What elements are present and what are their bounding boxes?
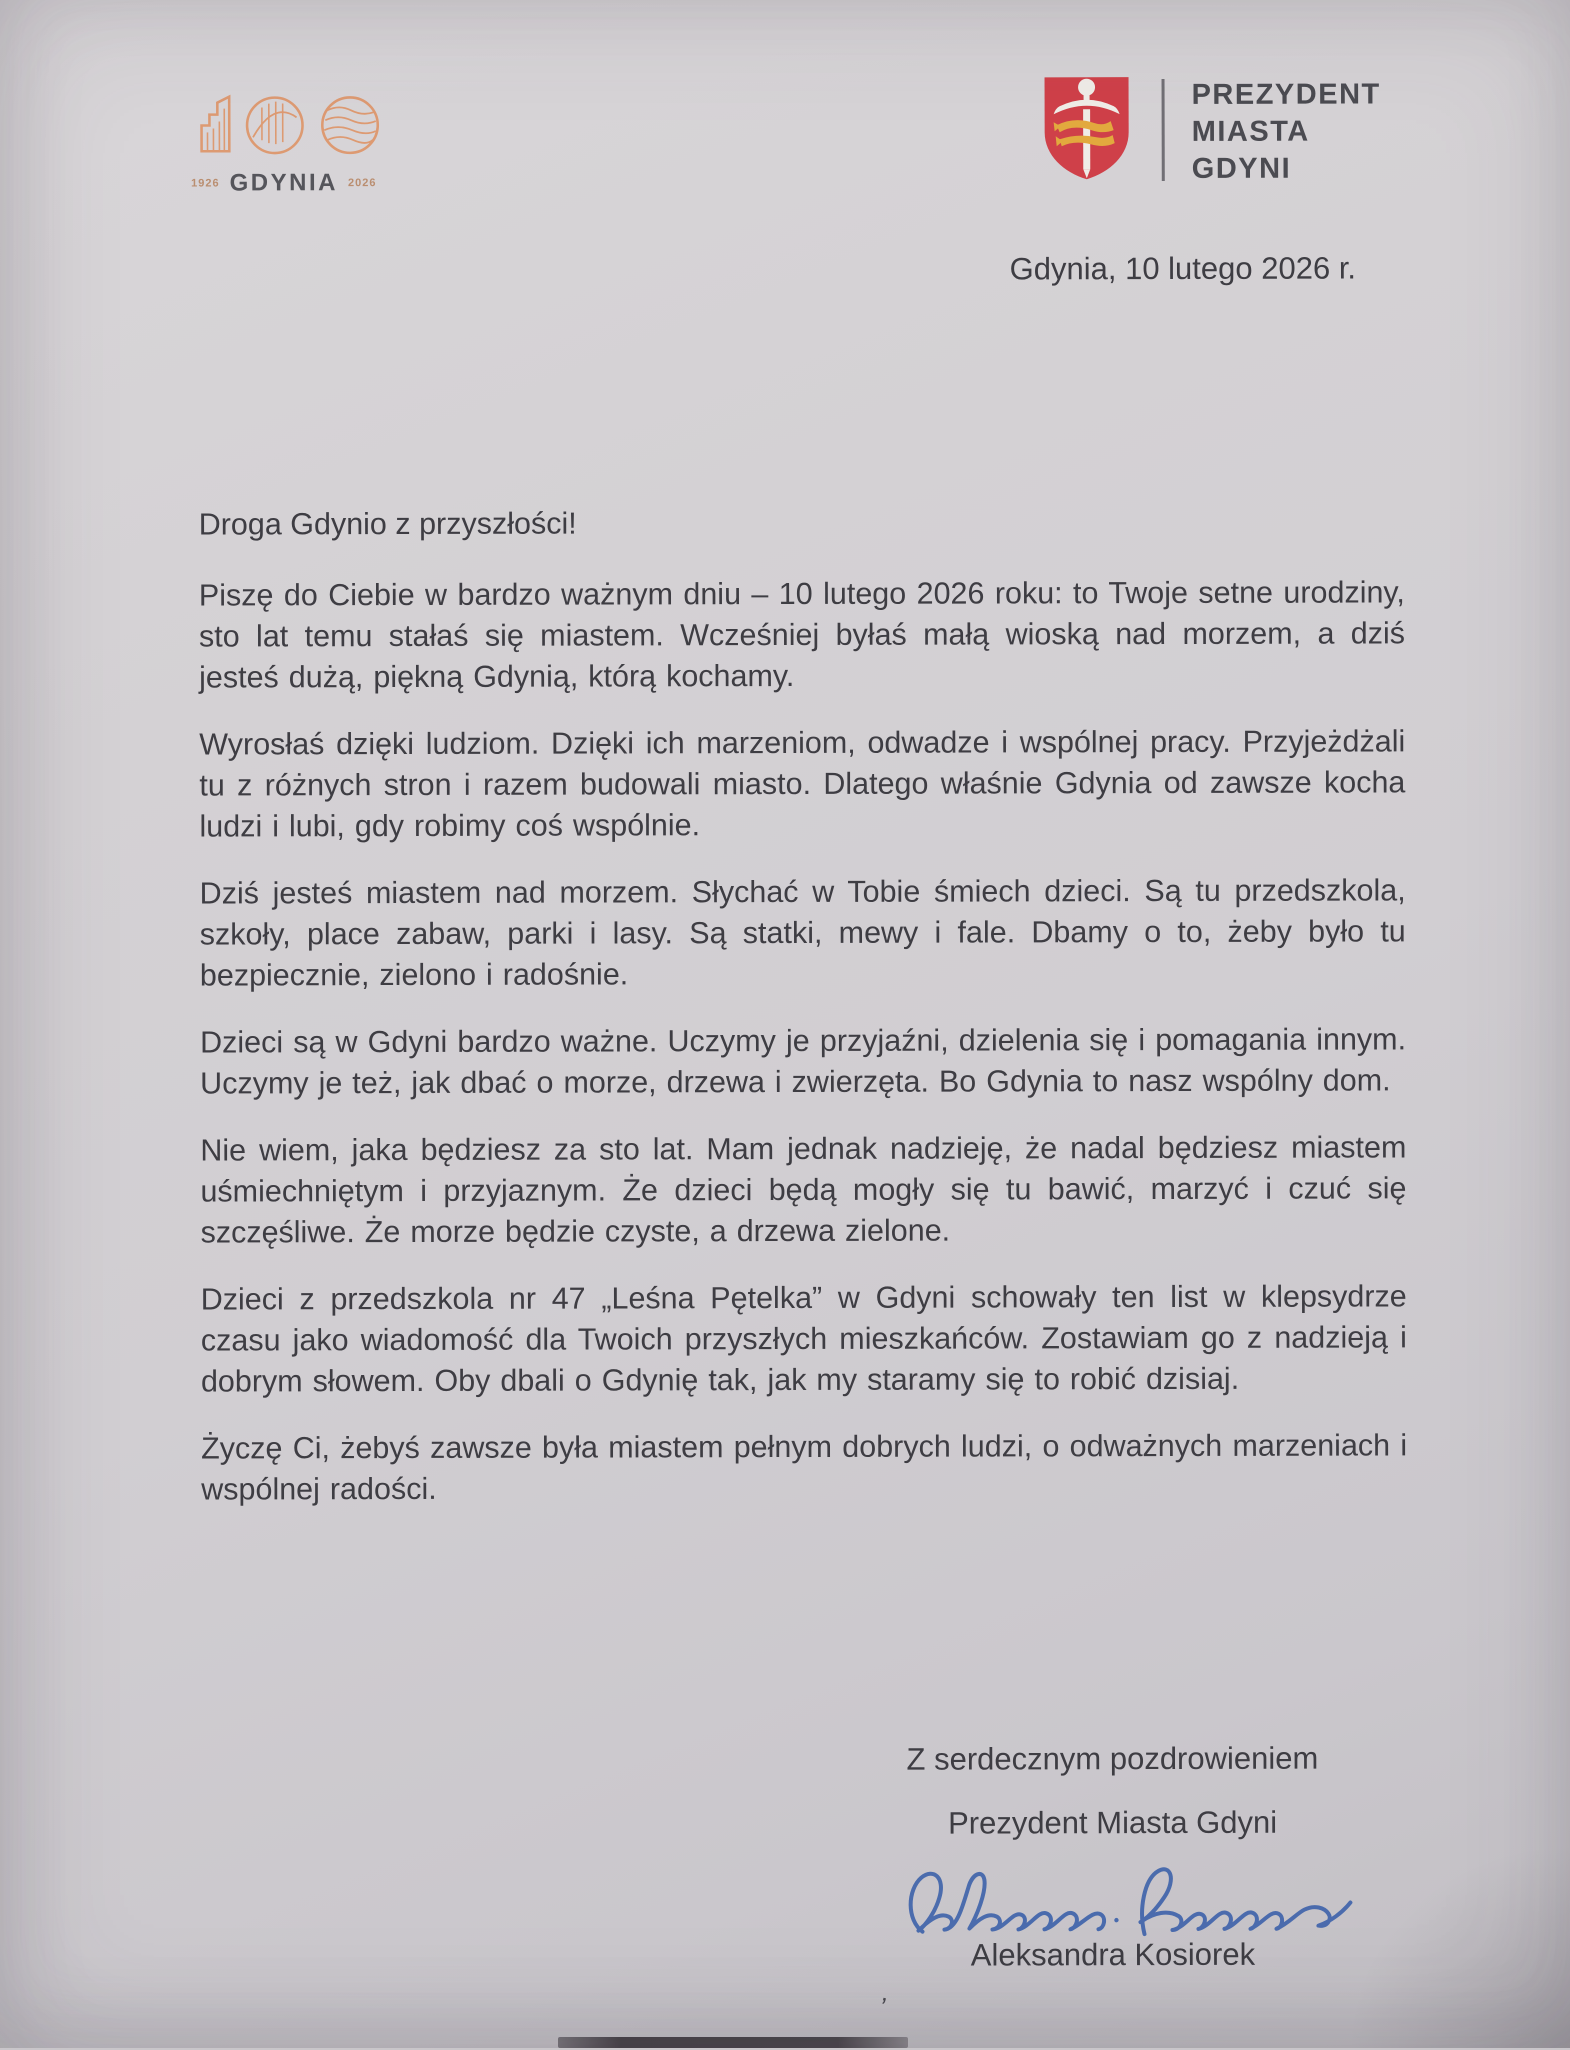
signatory-title: Prezydent Miasta Gdyni (947, 1804, 1278, 1841)
salutation: Droga Gdynio z przyszłości! (198, 506, 577, 542)
paragraph-1: Piszę do Ciebie w bardzo ważnym dniu – 10 lutego 2026 roku: to Twoje setne urodziny, sto lat temu stałaś się miastem. Wcześniej byłaś małą wioską nad morzem, a dziś jesteś dużą, piękną Gdynią, którą kochamy. (198, 575, 1406, 695)
gdynia-centenary-wordmark (174, 169, 394, 198)
paragraph-2: Wyrosłaś dzięki ludziom. Dzięki ich marzeniom, odwadze i wspólnej pracy. Przyjeżdżali tu z różnych stron i razem budowali miasto. Dlatego właśnie Gdynia od zawsze kocha ludzi i lubi, gdy robimy coś wspólnie. (199, 724, 1406, 844)
photo-background-edge (558, 2037, 908, 2048)
paragraph-5: Nie wiem, jaka będziesz za sto lat. Mam jednak nadzieję, że nadal będziesz miastem uśmiechniętym i przyjaznym. Że dzieci będą mogły się tu bawić, marzyć i czuć się szczęśliwe. Że morze będzie czyste, a drzewa zielone. (200, 1130, 1407, 1250)
centenary-year-right: 2026 (347, 177, 377, 190)
office-line-3: GDYNI (1191, 152, 1292, 185)
signatory-name: Aleksandra Kosiorek (970, 1936, 1256, 1973)
centenary-year-left: 1926 (191, 177, 220, 190)
closing-block (840, 1740, 1386, 1973)
gdynia-100-logo-icon (191, 87, 389, 164)
paragraph-4: Dzieci są w Gdyni bardzo ważne. Uczymy je przyjaźni, dzielenia się i pomagania innym. Uczymy je też, jak dbać o morze, drzewa i zwierzęta. Bo Gdynia to nasz wspólny dom. (200, 1022, 1407, 1101)
gdynia-coat-of-arms-icon (1040, 73, 1134, 183)
valediction: Z serdecznym pozdrowieniem (906, 1740, 1319, 1777)
letter-body (199, 504, 1408, 1510)
signature-icon (892, 1848, 1362, 1947)
paragraph-7: Życzę Ci, żebyś zawsze była miastem pełnym dobrych ludzi, o odważnych marzeniach i wspólnej radości. (201, 1428, 1408, 1507)
paragraph-3: Dziś jesteś miastem nad morzem. Słychać w Tobie śmiech dzieci. Są tu przedszkola, szkoły, place zabaw, parki i lasy. Są statki, mewy i fale. Dbamy o to, żeby było tu bezpiecznie, zielono i radośnie. (199, 873, 1406, 993)
centenary-city-name: GDYNIA (229, 169, 339, 197)
handwritten-signature (840, 1848, 1385, 1947)
office-line-1: PREZYDENT (1191, 78, 1381, 111)
letterhead-divider (1162, 79, 1165, 181)
date-line: Gdynia, 10 lutego 2026 r. (1009, 250, 1357, 287)
paragraph-6: Dzieci z przedszkola nr 47 „Leśna Pętelka” w Gdyni schowały ten list w klepsydrze czasu jako wiadomość dla Twoich przyszłych mieszkańców. Zostawiam go z nadzieją i dobrym słowem. Oby dbali o Gdynię tak, jak my staramy się to robić dzisiaj. (200, 1279, 1407, 1399)
office-line-2: MIASTA (1191, 115, 1310, 148)
scan-speck: ’ (876, 1991, 889, 2023)
office-title (1192, 76, 1381, 187)
